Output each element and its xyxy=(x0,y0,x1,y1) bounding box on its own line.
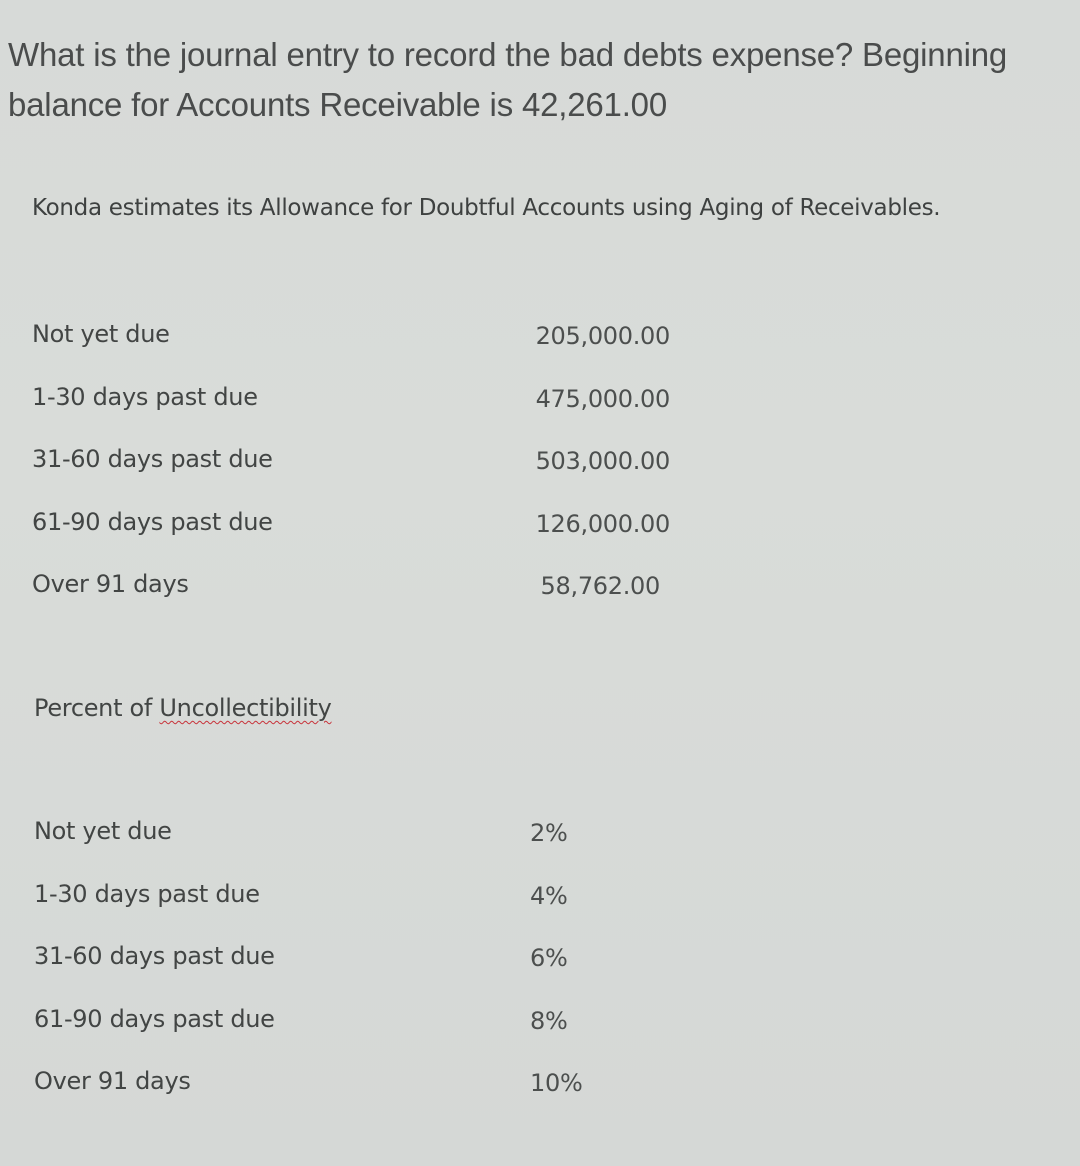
percent-uncollectibility-heading xyxy=(34,694,332,722)
rate-percent: 10% xyxy=(530,1069,583,1097)
balance-amount: 503,000.00 xyxy=(535,447,670,475)
heading-prefix: Percent of xyxy=(34,694,160,722)
aging-category-label: Over 91 days xyxy=(34,1067,191,1095)
table-row xyxy=(34,817,734,880)
spellcheck-flagged-word: Uncollectibility xyxy=(159,694,332,722)
balance-amount: 475,000.00 xyxy=(535,384,670,413)
table-row xyxy=(32,445,732,508)
aging-category-label: 31-60 days past due xyxy=(34,942,275,970)
table-row xyxy=(32,320,732,383)
table-row xyxy=(34,942,734,1005)
balance-amount: 126,000.00 xyxy=(535,509,670,538)
question-text: What is the journal entry to record the bad debts expense? Beginning balance for Accounts Receivable is 42,261.00 xyxy=(8,36,1008,123)
table-row xyxy=(34,1067,734,1130)
table-row xyxy=(32,570,732,633)
receivables-aging-table xyxy=(32,320,732,633)
aging-category-label: Not yet due xyxy=(34,817,172,845)
aging-category-label: 61-90 days past due xyxy=(34,1004,275,1033)
uncollectibility-rate-table xyxy=(34,817,734,1130)
aging-category-label: 1-30 days past due xyxy=(34,879,260,908)
intro-text: Konda estimates its Allowance for Doubtful Accounts using Aging of Receivables. xyxy=(32,195,941,221)
rate-percent: 8% xyxy=(530,1006,568,1035)
aging-category-label: 1-30 days past due xyxy=(32,382,258,411)
aging-category-label: Not yet due xyxy=(32,320,170,348)
table-row xyxy=(34,1005,734,1068)
rate-percent: 2% xyxy=(530,819,568,847)
rate-percent: 6% xyxy=(530,944,568,972)
aging-category-label: Over 91 days xyxy=(32,570,189,598)
aging-category-label: 31-60 days past due xyxy=(32,445,273,473)
aging-category-label: 61-90 days past due xyxy=(32,507,273,536)
table-row xyxy=(34,880,734,943)
balance-amount: 58,762.00 xyxy=(540,572,660,600)
balance-amount: 205,000.00 xyxy=(535,322,670,350)
rate-percent: 4% xyxy=(530,881,568,910)
table-row xyxy=(32,383,732,446)
table-row xyxy=(32,508,732,571)
